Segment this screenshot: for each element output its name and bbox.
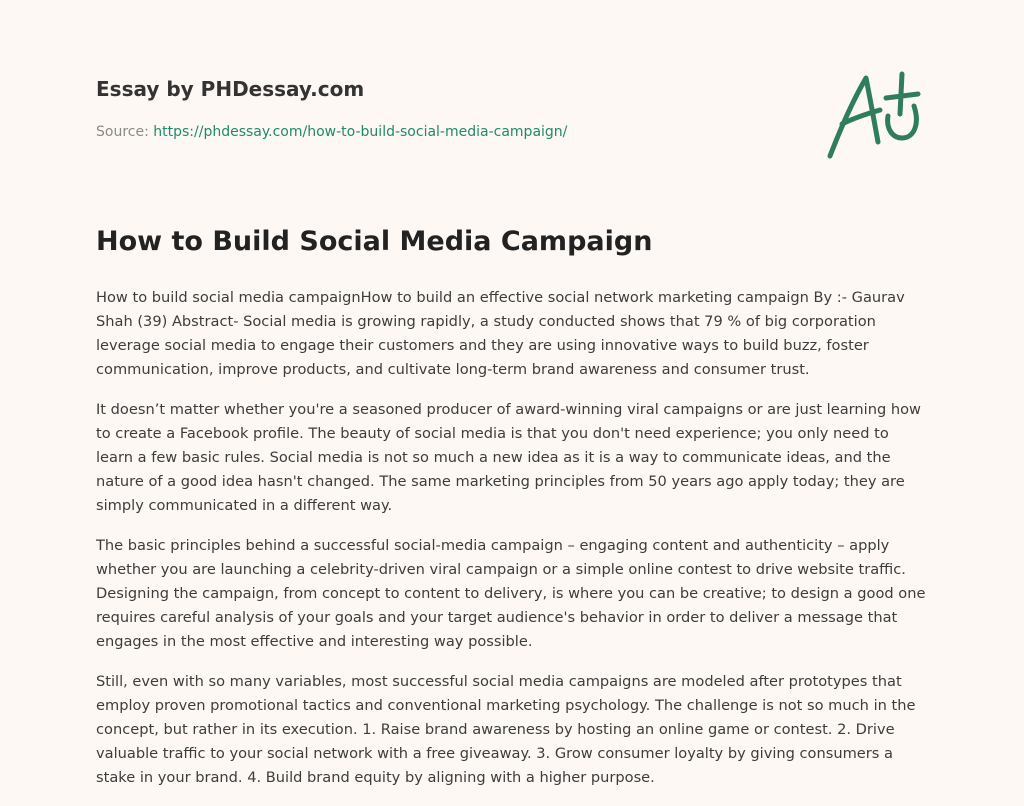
source-line [96,124,567,140]
a-plus-logo-icon [824,68,924,164]
paragraph-2: It doesn’t matter whether you're a seasoned producer of award-winning viral campaigns or are just learning how to create a Facebook profile. The beauty of social media is that you don't need experience; you only need to learn a few basic rules. Social media is not so much a new idea as it is a way to communicate ideas, and the nature of a good idea hasn't changed. The same marketing principles from 50 years ago apply today; they are simply communicated in a different way. [96,401,921,514]
paragraph-4: Still, even with so many variables, most successful social media campaigns are modeled after prototypes that employ proven promotional tactics and conventional marketing psychology. The challenge is not so much in the concept, but rather in its execution. 1. Raise brand awareness by hosting an online game or contest. 2. Drive valuable traffic to your social network with a free giveaway. 3. Grow consumer loyalty by giving consumers a stake in your brand. 4. Build brand equity by aligning with a higher purpose. [96,673,916,786]
paragraph-1: How to build social media campaignHow to build an effective social network marketing campaign By :- Gaurav Shah (39) Abstract- Social media is growing rapidly, a study conducted shows that 79 % of big corporation leverage social media to engage their customers and they are using innovative ways to build buzz, foster communication, improve products, and cultivate long-term brand awareness and consumer trust. [96,289,905,378]
source-label: Source: [96,124,154,140]
essay-title: How to Build Social Media Campaign [96,226,653,257]
site-name: Essay by PHDessay.com [96,77,365,101]
essay-body [96,286,926,806]
paragraph-3: The basic principles behind a successful social-media campaign – engaging content and authenticity – apply whether you are launching a celebrity-driven viral campaign or a simple online contest to drive website traffic. Designing the campaign, from concept to content to delivery, is where you can be creative; to design a good one requires careful analysis of your goals and your target audience's behavior in order to deliver a message that engages in the most effective and interesting way possible. [96,537,926,650]
source-link[interactable]: https://phdessay.com/how-to-build-social-media-campaign/ [153,124,568,140]
